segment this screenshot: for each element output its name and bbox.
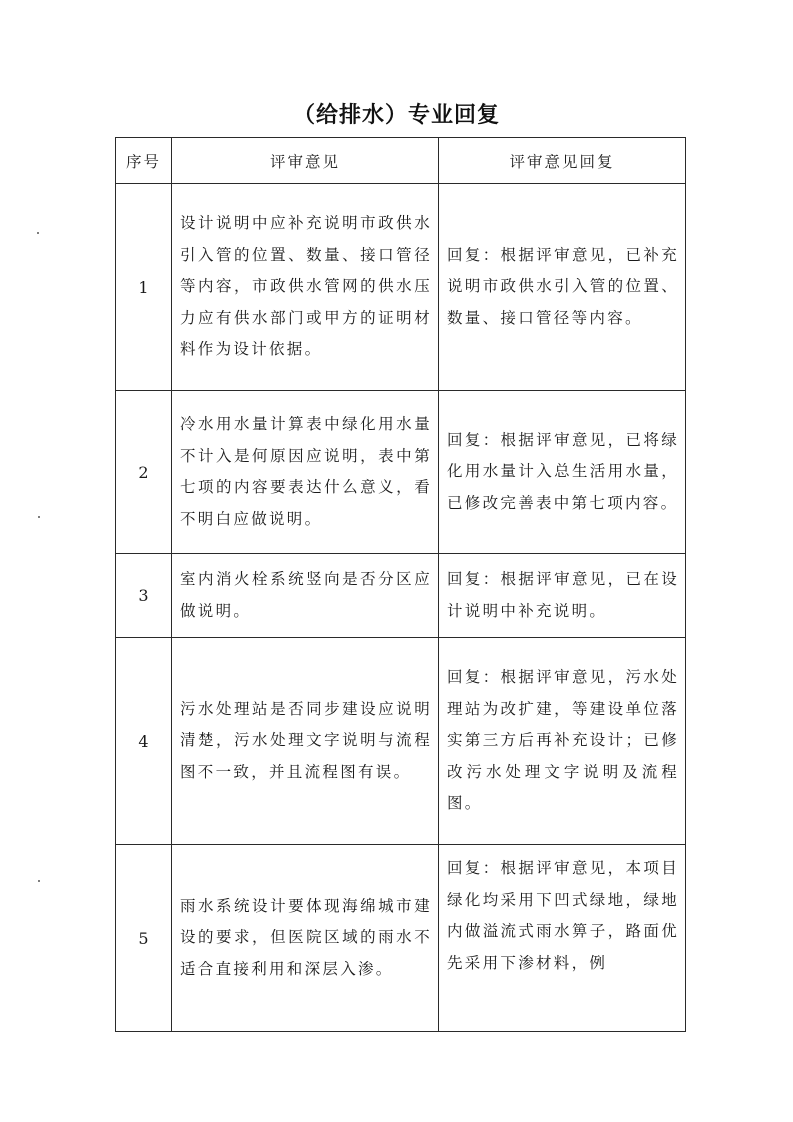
review-opinion-text: 雨水系统设计要体现海绵城市建设的要求，但医院区域的雨水不适合直接利用和深层入渗。: [180, 896, 432, 978]
review-opinion-text: 污水处理站是否同步建设应说明清楚，污水处理文字说明与流程图不一致，并且流程图有误。: [180, 699, 432, 781]
table-row: [116, 638, 686, 845]
header-reply: 评审意见回复: [439, 138, 686, 184]
review-opinion: [172, 638, 439, 845]
row-number: 5: [116, 845, 172, 1032]
review-opinion-text: 室内消火栓系统竖向是否分区应做说明。: [180, 570, 432, 620]
page-title: （给排水）专业回复: [292, 103, 500, 128]
opinion-reply: [439, 638, 686, 845]
table-row: [116, 554, 686, 638]
row-number: 4: [116, 638, 172, 845]
table-row: [116, 845, 686, 1032]
review-opinion: [172, 845, 439, 1032]
opinion-reply: [439, 845, 686, 1032]
review-opinion: [172, 554, 439, 638]
table-row: [116, 184, 686, 391]
opinion-reply-text: 回复：根据评审意见，污水处理站为改扩建，等建设单位落实第三方后再补充设计；已修改污水处理文字说明及流程图。: [447, 668, 679, 813]
review-reply-table: [115, 137, 686, 1032]
scan-speck: [38, 516, 40, 518]
row-number: 3: [116, 554, 172, 638]
review-opinion-text: 设计说明中应补充说明市政供水引入管的位置、数量、接口管径等内容，市政供水管网的供水压力应有供水部门或甲方的证明材料作为设计依据。: [180, 214, 432, 359]
opinion-reply-text: 回复：根据评审意见，本项目绿化均采用下凹式绿地，绿地内做溢流式雨水箅子，路面优先采用下渗材料，例: [447, 859, 679, 972]
opinion-reply: [439, 391, 686, 554]
review-opinion: [172, 184, 439, 391]
opinion-reply: [439, 554, 686, 638]
opinion-reply-text: 回复：根据评审意见，已将绿化用水量计入总生活用水量，已修改完善表中第七项内容。: [447, 430, 679, 512]
header-opinion: 评审意见: [172, 138, 439, 184]
header-number: 序号: [116, 138, 172, 184]
row-number: 2: [116, 391, 172, 554]
review-opinion-text: 冷水用水量计算表中绿化用水量不计入是何原因应说明，表中第七项的内容要表达什么意义，看不明白应做说明。: [180, 415, 432, 528]
table-row: [116, 391, 686, 554]
opinion-reply-text: 回复：根据评审意见，已在设计说明中补充说明。: [447, 570, 679, 620]
opinion-reply-text: 回复：根据评审意见，已补充说明市政供水引入管的位置、数量、接口管径等内容。: [447, 245, 679, 327]
opinion-reply: [439, 184, 686, 391]
review-opinion: [172, 391, 439, 554]
row-number: 1: [116, 184, 172, 391]
scan-speck: [37, 232, 39, 234]
scan-speck: [38, 880, 40, 882]
table-header-row: [116, 138, 686, 184]
